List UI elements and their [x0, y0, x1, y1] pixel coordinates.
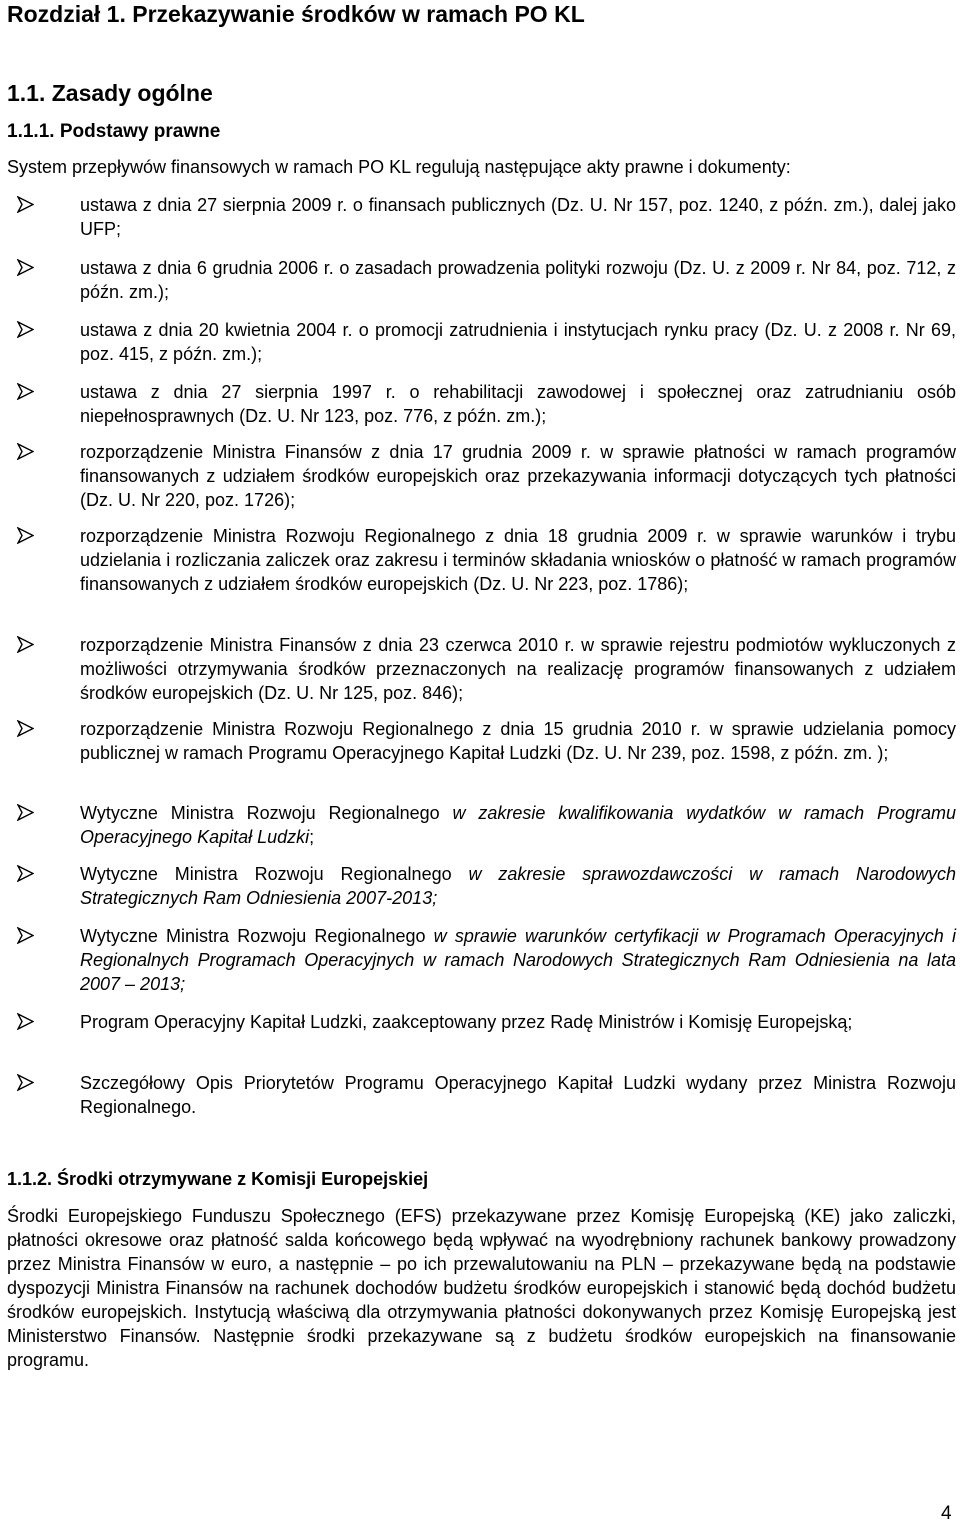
arrowhead-bullet-icon	[17, 865, 34, 882]
legal-act-segment: Program Operacyjny Kapitał Ludzki, zaakceptowany przez Radę Ministrów i Komisję Europejską;	[80, 1012, 853, 1032]
arrowhead-bullet-icon	[17, 527, 34, 544]
legal-act-item	[80, 862, 956, 910]
legal-act-item	[80, 717, 956, 765]
legal-act-text	[80, 633, 956, 705]
legal-act-italic-segment: w sprawie warunków certyfikacji w Programach Operacyjnych i Regionalnych Programach Operacyjnych w ramach Narodowych Strategicznych Ram Odniesienia na lata 2007 – 2013;	[80, 926, 956, 994]
legal-act-segment: rozporządzenie Ministra Rozwoju Regionalnego z dnia 15 grudnia 2010 r. w sprawie udzielania pomocy publicznej w ramach Programu Operacyjnego Kapitał Ludzki (Dz. U. Nr 239, poz. 1598, z późn. zm. );	[80, 719, 956, 763]
legal-act-italic-segment: w zakresie kwalifikowania wydatków w ramach Programu Operacyjnego Kapitał Ludzki	[80, 803, 956, 847]
legal-act-item	[80, 256, 956, 304]
arrowhead-bullet-icon	[17, 196, 34, 213]
legal-act-item	[80, 318, 956, 366]
arrowhead-bullet-icon	[17, 1074, 34, 1091]
legal-act-item	[80, 1010, 956, 1034]
legal-act-text	[80, 380, 956, 428]
legal-act-segment: ustawa z dnia 27 sierpnia 1997 r. o rehabilitacji zawodowej i społecznej oraz zatrudnianiu osób niepełnosprawnych (Dz. U. Nr 123, poz. 776, z późn. zm.);	[80, 382, 956, 426]
legal-act-segment: Wytyczne Ministra Rozwoju Regionalnego	[80, 864, 469, 884]
legal-act-segment: Wytyczne Ministra Rozwoju Regionalnego	[80, 803, 453, 823]
arrowhead-bullet-icon	[17, 636, 34, 653]
legal-act-text	[80, 1071, 956, 1119]
legal-act-text	[80, 924, 956, 996]
legal-act-text	[80, 193, 956, 241]
arrowhead-bullet-icon	[17, 804, 34, 821]
legal-act-item	[80, 1071, 956, 1119]
intro-text: System przepływów finansowych w ramach PO KL regulują następujące akty prawne i dokumenty:	[7, 157, 791, 177]
section-title: 1.1. Zasady ogólne	[7, 80, 213, 106]
subsection2-title: 1.1.2. Środki otrzymywane z Komisji Europejskiej	[7, 1169, 429, 1189]
arrowhead-bullet-icon	[17, 720, 34, 737]
page-number: 4	[941, 1503, 952, 1524]
legal-act-item	[80, 440, 956, 512]
legal-act-segment: ustawa z dnia 27 sierpnia 2009 r. o finansach publicznych (Dz. U. Nr 157, poz. 1240, z późn. zm.), dalej jako UFP;	[80, 195, 956, 239]
arrowhead-bullet-icon	[17, 1013, 34, 1030]
legal-act-segment: rozporządzenie Ministra Rozwoju Regionalnego z dnia 18 grudnia 2009 r. w sprawie warunków i trybu udzielania i rozliczania zaliczek oraz zakresu i terminów składania wniosków o płatność w ramach programów finansowanych z udziałem środków europejskich (Dz. U. Nr 223, poz. 1786);	[80, 526, 956, 594]
legal-act-italic-segment: w zakresie sprawozdawczości w ramach Narodowych Strategicznych Ram Odniesienia 2007-2013;	[80, 864, 956, 908]
legal-act-segment: ustawa z dnia 6 grudnia 2006 r. o zasadach prowadzenia polityki rozwoju (Dz. U. z 2009 r. Nr 84, poz. 712, z późn. zm.);	[80, 258, 956, 302]
legal-act-segment: ;	[309, 827, 315, 847]
legal-act-text	[80, 318, 956, 366]
legal-act-segment: rozporządzenie Ministra Finansów z dnia 17 grudnia 2009 r. w sprawie płatności w ramach programów finansowanych z udziałem środków europejskich oraz przekazywania informacji dotyczących tych płatności (Dz. U. Nr 220, poz. 1726);	[80, 442, 956, 510]
subsection-title: 1.1.1. Podstawy prawne	[7, 121, 221, 142]
legal-act-text	[80, 256, 956, 304]
arrowhead-bullet-icon	[17, 927, 34, 944]
chapter-title: Rozdział 1. Przekazywanie środków w ramach PO KL	[7, 1, 585, 27]
arrowhead-bullet-icon	[17, 443, 34, 460]
legal-act-item	[80, 801, 956, 849]
legal-act-text	[80, 440, 956, 512]
arrowhead-bullet-icon	[17, 321, 34, 338]
legal-act-item	[80, 633, 956, 705]
legal-act-text	[80, 862, 956, 910]
legal-act-item	[80, 524, 956, 596]
legal-act-item	[80, 380, 956, 428]
legal-act-segment: Wytyczne Ministra Rozwoju Regionalnego	[80, 926, 434, 946]
legal-act-text	[80, 801, 956, 849]
legal-act-text	[80, 1010, 956, 1034]
legal-act-text	[80, 524, 956, 596]
legal-act-item	[80, 193, 956, 241]
legal-act-segment: ustawa z dnia 20 kwietnia 2004 r. o promocji zatrudnienia i instytucjach rynku pracy (Dz. U. z 2008 r. Nr 69, poz. 415, z późn. zm.);	[80, 320, 956, 364]
arrowhead-bullet-icon	[17, 383, 34, 400]
legal-act-text	[80, 717, 956, 765]
legal-act-item	[80, 924, 956, 996]
legal-act-segment: Szczegółowy Opis Priorytetów Programu Operacyjnego Kapitał Ludzki wydany przez Ministra Rozwoju Regionalnego.	[80, 1073, 956, 1117]
legal-act-segment: rozporządzenie Ministra Finansów z dnia 23 czerwca 2010 r. w sprawie rejestru podmiotów wykluczonych z możliwości otrzymywania środków przeznaczonych na realizację programów finansowanych z udziałem środków europejskich (Dz. U. Nr 125, poz. 846);	[80, 635, 956, 703]
body-paragraph: Środki Europejskiego Funduszu Społecznego (EFS) przekazywane przez Komisję Europejską (KE) jako zaliczki, płatności okresowe oraz płatność salda końcowego będą wpływać na wyodrębniony rachunek bankowy prowadzony przez Ministra Finansów w euro, a następnie – po ich przewalutowaniu na PLN – przekazywane będą na podstawie dyspozycji Ministra Finansów na rachunek dochodów budżetu środków europejskich i stanowić będą dochód budżetu środków europejskich. Instytucją właściwą dla otrzymywania płatności dokonywanych przez Komisję Europejską jest Ministerstwo Finansów. Następnie środki przekazywane są z budżetu środków europejskich na finansowanie programu.	[7, 1206, 956, 1370]
arrowhead-bullet-icon	[17, 259, 34, 276]
